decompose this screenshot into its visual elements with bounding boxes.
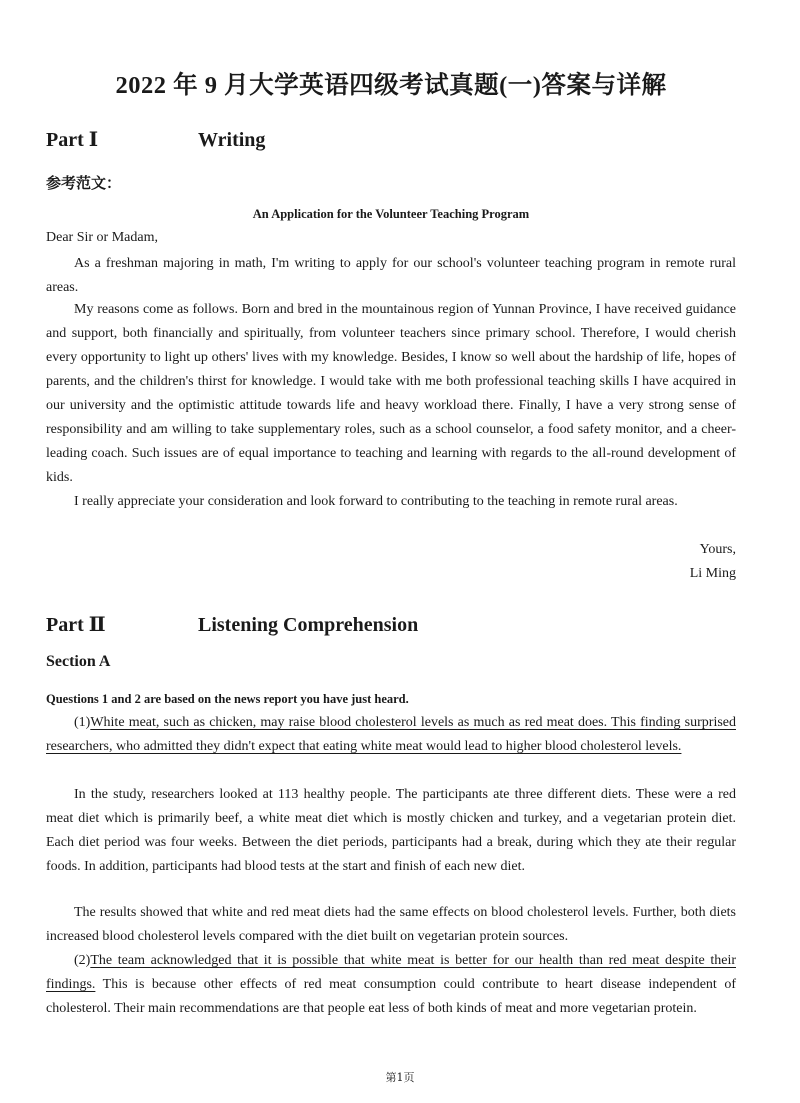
part2-name: Listening Comprehension bbox=[198, 614, 419, 636]
part1-name: Writing bbox=[198, 129, 266, 151]
essay-title: An Application for the Volunteer Teaching Program bbox=[252, 207, 530, 221]
transcript-paragraph-4 bbox=[46, 949, 736, 1021]
transcript-paragraph-1 bbox=[46, 711, 736, 759]
sample-essay-label: 参考范文： bbox=[46, 176, 122, 192]
essay-paragraph: As a freshman majoring in math, I'm writing to apply for our school's volunteer teaching program in remote rural areas. bbox=[46, 256, 736, 295]
part2-heading bbox=[46, 612, 418, 637]
part1-heading bbox=[46, 127, 265, 152]
part2-number: Part Ⅱ bbox=[46, 614, 106, 636]
part1-number: Part Ⅰ bbox=[46, 129, 99, 151]
question-heading: Questions 1 and 2 are based on the news report you have just heard. bbox=[46, 692, 409, 706]
answer-1-underlined: White meat, such as chicken, may raise blood cholesterol levels as much as red meat does. This finding surprised researchers, who admitted they didn't expect that eating white meat would lead to higher blood cholesterol levels. bbox=[46, 715, 736, 754]
essay-paragraph: My reasons come as follows. Born and bred in the mountainous region of Yunnan Province, I have received guidance and support, both financially and spiritually, from volunteer teachers since primary school. Therefore, I would cherish every opportunity to light up others' lives with my knowledge. Besides, I know so well about the hardship of life, hopes of parents, and the children's thirst for knowledge. I would take with me both professional teaching skills I have acquired in our university and the optimistic attitude towards life and heavy workload there. Finally, I have a very strong sense of responsibility and am willing to take supplementary roles, such as a school counselor, a food safety monitor, and a cheer-leading coach. Such issues are of equal importance to teaching and learning with regards to the all-round development of kids. bbox=[46, 302, 736, 485]
section-a-heading: Section A bbox=[46, 653, 111, 670]
essay-salutation: Dear Sir or Madam, bbox=[46, 230, 158, 245]
answer-2-underlined: The team acknowledged that it is possible that white meat is better for our health than red meat despite their findings. bbox=[46, 953, 736, 992]
answer-marker-2: (2) bbox=[74, 953, 91, 968]
document-title: 2022 年 9 月大学英语四级考试真题(一)答案与详解 bbox=[115, 72, 667, 99]
transcript-paragraph-3: The results showed that white and red meat diets had the same effects on blood cholesterol levels. Further, both diets increased blood cholesterol levels compared with the diet built on vegetarian protein sources. bbox=[46, 905, 736, 944]
essay-paragraph: I really appreciate your consideration and look forward to contributing to the teaching in remote rural areas. bbox=[74, 494, 678, 509]
answer-marker-1: (1) bbox=[74, 715, 91, 730]
transcript-paragraph-2: In the study, researchers looked at 113 healthy people. The participants ate three different diets. These were a red meat diet which is primarily beef, a white meat diet which is mostly chicken and turkey, and a vegetarian protein diet. Each diet period was four weeks. Between the diet periods, participants had a break, during which they ate their regular foods. In addition, participants had blood tests at the start and finish of each new diet. bbox=[46, 787, 736, 874]
paragraph-4-rest: This is because other effects of red meat consumption could contribute to heart disease independent of cholesterol. Their main recommendations are that people eat less of both kinds of meat and more vegetarian protein. bbox=[46, 977, 736, 1016]
essay-closing: Yours, bbox=[699, 542, 736, 557]
page-number: 第1页 bbox=[385, 1071, 415, 1084]
essay-signature: Li Ming bbox=[689, 566, 736, 581]
